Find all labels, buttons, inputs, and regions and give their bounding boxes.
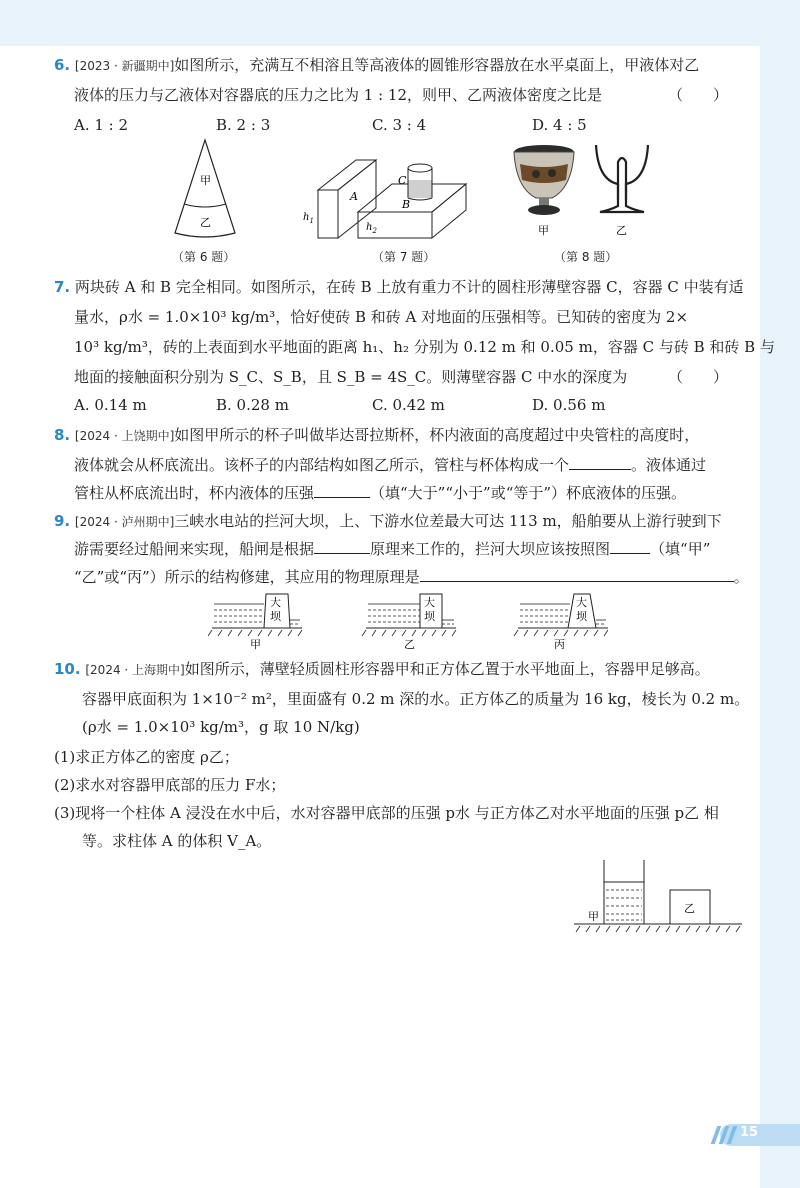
q10-line-3: (ρ水 = 1.0×10³ kg/m³，g 取 10 N/kg) [82, 718, 360, 736]
q7-number: 7. [54, 278, 71, 296]
dam-jia-label-2: 坝 [270, 610, 281, 623]
q10-text-1: 如图所示，薄壁轻质圆柱形容器甲和正方体乙置于水平地面上，容器甲足够高。 [184, 660, 710, 678]
q9-line-2 [74, 538, 710, 560]
q9-text-2c: （填“甲” [650, 540, 711, 558]
q9-dam-diagrams [208, 590, 608, 650]
q8-text-3b: （填“大于”“小于”或“等于”）杯底液体的压强。 [370, 484, 687, 502]
dam-jia-label-1: 大 [270, 596, 281, 609]
fig6-label-yi: 乙 [200, 216, 211, 229]
dam-jia [208, 594, 302, 636]
dam-jia-caption: 甲 [250, 638, 261, 650]
q9-line-1 [54, 510, 722, 533]
q10-sub-3a: (3)现将一个柱体 A 浸没在水中后，水对容器甲底部的压强 p水 与正方体乙对水平地面的压强 p乙 相 [54, 804, 719, 822]
q10-tag-text: 2024 · 上海期中 [90, 663, 181, 677]
q8-text-2a: 液体就会从杯底流出。该杯子的内部结构如图乙所示，管柱与杯体构成一个 [74, 456, 570, 474]
fig7-bricks-diagram [298, 150, 468, 242]
q7-option-c: C. 0.42 m [372, 396, 445, 414]
q9-text-2a: 游需要经过船闸来实现，船闸是根据 [74, 540, 315, 558]
q7-answer-paren: （ ） [668, 368, 729, 386]
q7-option-d: D. 0.56 m [532, 396, 606, 414]
q8-line-2 [74, 454, 706, 476]
q6-number: 6. [54, 56, 71, 74]
q9-tag-text: 2024 · 泸州期中 [79, 515, 170, 529]
dam-bing-label-1: 大 [576, 596, 587, 609]
q10-number: 10. [54, 660, 81, 678]
page-number: 15 [740, 1125, 759, 1140]
fig8-caption: （第 8 题） [554, 250, 618, 264]
q9-text-2b: 原理来工作的，拦河大坝应该按照图 [370, 540, 611, 558]
fig6-label-jia: 甲 [200, 174, 211, 187]
q8-blank-2[interactable] [314, 483, 370, 498]
q8-text-1: 如图甲所示的杯子叫做毕达哥拉斯杯，杯内液面的高度超过中央管柱的高度时， [174, 426, 700, 444]
dam-yi-caption: 乙 [404, 638, 415, 650]
q6-option-d: D. 4 : 5 [532, 116, 587, 134]
q8-number: 8. [54, 426, 71, 444]
q10-sub-1: (1)求正方体乙的密度 ρ乙； [54, 748, 239, 766]
dam-yi-label-1: 大 [424, 596, 435, 609]
q9-number: 9. [54, 512, 71, 530]
q6-line-1 [54, 54, 699, 77]
q6-line-2: 液体的压力与乙液体对容器底的压力之比为 1 : 12，则甲、乙两液体密度之比是 [74, 86, 602, 104]
q9-blank-3[interactable] [420, 567, 734, 582]
q10-sub-2: (2)求水对容器甲底部的压力 F水； [54, 776, 286, 794]
q6-option-a: A. 1 : 2 [74, 116, 129, 134]
q6-source-tag: [2023 · 新疆期中] [74, 59, 175, 73]
dam-yi-label-2: 坝 [424, 610, 435, 623]
fig7-label-b: B [402, 198, 411, 211]
dam-yi [362, 594, 456, 636]
q10-source-tag: [2024 · 上海期中] [85, 663, 185, 677]
q6-answer-paren: （ ） [668, 86, 729, 104]
q9-blank-2[interactable] [610, 539, 650, 554]
fig6-caption: （第 6 题） [172, 250, 236, 264]
q7-option-b: B. 0.28 m [216, 396, 289, 414]
q9-blank-1[interactable] [314, 539, 370, 554]
q7-line-2: 量水，ρ水 = 1.0×10³ kg/m³，恰好使砖 B 和砖 A 对地面的压强相等。已知砖的密度为 2× [74, 308, 689, 326]
q7-line-4: 地面的接触面积分别为 S_C、S_B，且 S_B = 4S_C。则薄壁容器 C 中水的深度为 [74, 368, 628, 386]
fig8-cup-photo [514, 145, 574, 215]
fig7-label-h2: $h_2$ [366, 222, 377, 235]
q8-tag-text: 2024 · 上饶期中 [79, 429, 170, 443]
q9-source-tag: [2024 · 泸州期中] [74, 515, 175, 529]
q8-text-2b: 。液体通过 [631, 456, 707, 474]
fig7-label-c: C [398, 174, 407, 187]
q6-option-c: C. 3 : 4 [372, 116, 427, 134]
q7-text-1: 两块砖 A 和 B 完全相同。如图所示，在砖 B 上放有重力不计的圆柱形薄壁容器 C，容器 C 中装有适 [74, 278, 744, 296]
q10-figure [574, 856, 746, 940]
q7-line-1 [54, 276, 744, 298]
fig7-label-h1: $h_1$ [303, 212, 314, 225]
q8-blank-1[interactable] [569, 455, 631, 470]
q9-text-1: 三峡水电站的拦河大坝，上、下游水位差最大可达 113 m，船舶要从上游行驶到下 [174, 512, 722, 530]
q10-sub-3b: 等。求柱体 A 的体积 V_A。 [82, 832, 272, 850]
fig8-label-yi: 乙 [616, 224, 627, 237]
q7-line-3: 10³ kg/m³，砖的上表面到水平地面的距离 h₁、h₂ 分别为 0.12 m 和 0.05 m，容器 C 与砖 B 和砖 B 与 [74, 338, 775, 356]
fig7-caption: （第 7 题） [372, 250, 436, 264]
q9-line-3 [74, 566, 749, 588]
q8-text-3a: 管柱从杯底流出时，杯内液体的压强 [74, 484, 315, 502]
dam-bing-caption: 丙 [554, 638, 565, 650]
q8-line-1 [54, 424, 699, 447]
q10-label-jia: 甲 [588, 910, 599, 923]
q6-text-1: 如图所示，充满互不相溶且等高液体的圆锥形容器放在水平桌面上，甲液体对乙 [174, 56, 700, 74]
q9-text-3a: “乙”或“丙”）所示的结构修建，其应用的物理原理是 [74, 568, 420, 586]
dam-bing [514, 594, 608, 636]
q6-tag-text: 2023 · 新疆期中 [79, 59, 170, 73]
fig7-label-a: A [350, 190, 358, 203]
dam-bing-label-2: 坝 [576, 610, 587, 623]
fig6-cone-diagram [170, 138, 240, 238]
q9-text-3b: 。 [733, 568, 749, 586]
fig8-cup-structure [596, 145, 648, 212]
q7-option-a: A. 0.14 m [74, 396, 147, 414]
q10-label-yi: 乙 [684, 902, 695, 915]
q6-option-b: B. 2 : 3 [216, 116, 271, 134]
q10-line-1 [54, 658, 710, 681]
q10-line-2: 容器甲底面积为 1×10⁻² m²，里面盛有 0.2 m 深的水。正方体乙的质量为 16 kg，棱长为 0.2 m。 [82, 690, 750, 708]
fig8-cup-diagram [506, 140, 666, 240]
q8-source-tag: [2024 · 上饶期中] [74, 429, 175, 443]
q8-line-3 [74, 482, 686, 504]
fig8-label-jia: 甲 [538, 224, 549, 237]
